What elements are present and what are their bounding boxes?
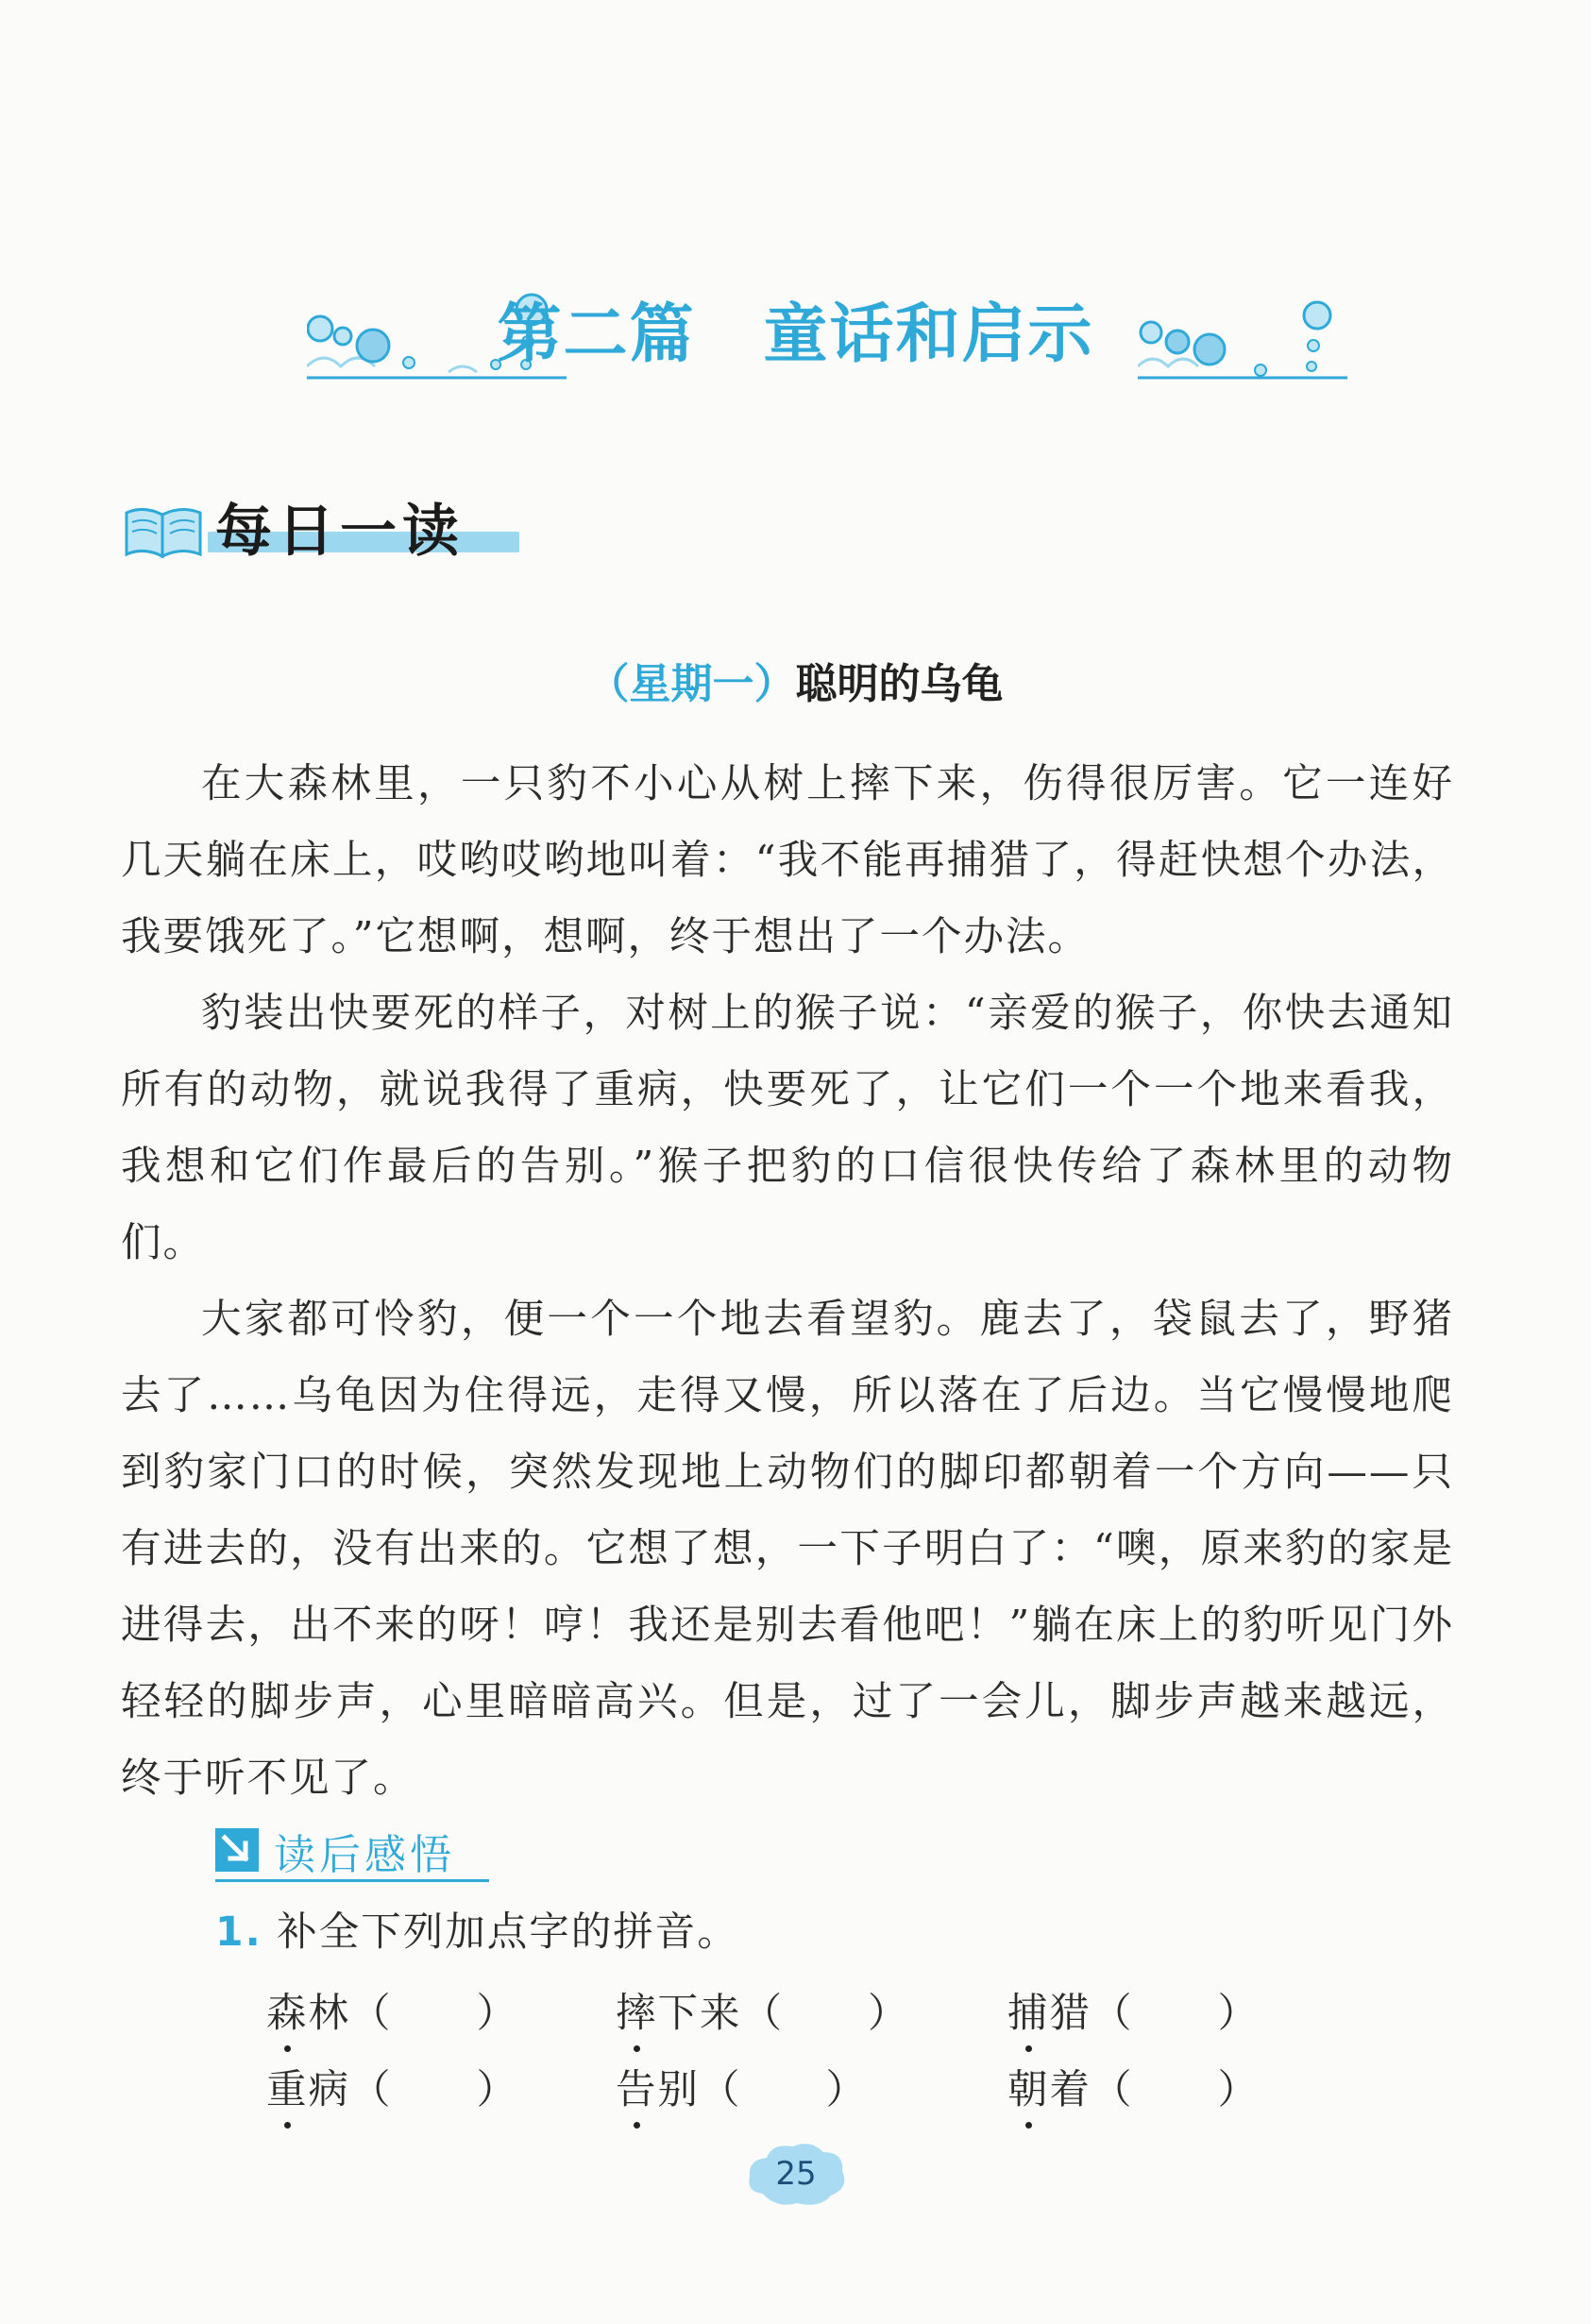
exercise-word: 重病（ ） [266, 2058, 518, 2115]
story-day: （星期一） [587, 660, 796, 708]
open-book-icon [123, 503, 204, 560]
chapter-part: 第二篇 [497, 297, 696, 372]
page-number-badge [744, 2139, 848, 2209]
dotted-character: 重 [266, 2058, 309, 2115]
question-1 [215, 1900, 739, 1958]
chapter-title [0, 283, 1591, 375]
answer-blank[interactable]: （ ） [700, 2067, 869, 2113]
exercise-word: 森林（ ） [266, 1981, 518, 2039]
answer-blank[interactable]: （ ） [741, 1991, 910, 2037]
answer-blank[interactable]: （ ） [350, 2067, 519, 2113]
answer-blank[interactable]: （ ） [1092, 2067, 1261, 2113]
exercise-word: 朝着（ ） [1007, 2058, 1260, 2115]
exercise-word: 告别（ ） [616, 2058, 868, 2115]
exercise-word: 捕猎（ ） [1007, 1981, 1260, 2039]
arrow-down-right-icon [215, 1828, 259, 1872]
reflection-underline [215, 1879, 489, 1882]
bubbles-decoration-right [1138, 293, 1350, 387]
chapter-heading [0, 274, 1591, 387]
section-title: 每日一读 [215, 499, 465, 565]
answer-blank[interactable]: （ ） [1092, 1991, 1261, 2037]
dotted-character: 告 [616, 2058, 658, 2115]
dotted-character: 森 [266, 1981, 309, 2039]
exercise-word: 摔下来（ ） [616, 1981, 910, 2039]
page-number: 25 [775, 2155, 817, 2193]
reflection-header [215, 1821, 499, 1887]
section-header [123, 486, 500, 565]
story-paragraph: 豹装出快要死的样子，对树上的猴子说：“亲爱的猴子，你快去通知所有的动物，就说我得了重病，快要死了，让它们一个一个地来看我，我想和它们作最后的告别。”猴子把豹的口信很快传给了森林里的动物们。 [121, 991, 1454, 1266]
reflection-label: 读后感悟 [274, 1831, 455, 1879]
story-name: 聪明的乌龟 [795, 660, 1004, 708]
story-title [0, 650, 1591, 710]
dotted-character: 摔 [616, 1981, 658, 2039]
story-paragraph: 大家都可怜豹，便一个一个地去看望豹。鹿去了，袋鼠去了，野猪去了……乌龟因为住得远，走得又慢，所以落在了后边。当它慢慢地爬到豹家门口的时候，突然发现地上动物们的脚印都朝着一个方向——只有进去的，没有出来的。它想了想，一下子明白了：“噢，原来豹的家是进得去，出不来的呀！哼！我还是别去看他吧！”躺在床上的豹听见门外轻轻的脚步声，心里暗暗高兴。但是，过了一会儿，脚步声越来越远，终于听不见了。 [121, 1297, 1454, 1802]
question-text: 补全下列加点字的拼音。 [277, 1909, 739, 1956]
question-number: 1. [215, 1909, 262, 1956]
dotted-character: 捕 [1007, 1981, 1050, 2039]
story-body [121, 746, 1454, 1817]
answer-blank[interactable]: （ ） [350, 1991, 519, 2037]
dotted-character: 朝 [1007, 2058, 1050, 2115]
story-paragraph: 在大森林里，一只豹不小心从树上摔下来，伤得很厉害。它一连好几天躺在床上，哎哟哎哟地叫着：“我不能再捕猎了，得赶快想个办法，我要饿死了。”它想啊，想啊，终于想出了一个办法。 [121, 761, 1454, 960]
chapter-name: 童话和启示 [763, 297, 1094, 372]
